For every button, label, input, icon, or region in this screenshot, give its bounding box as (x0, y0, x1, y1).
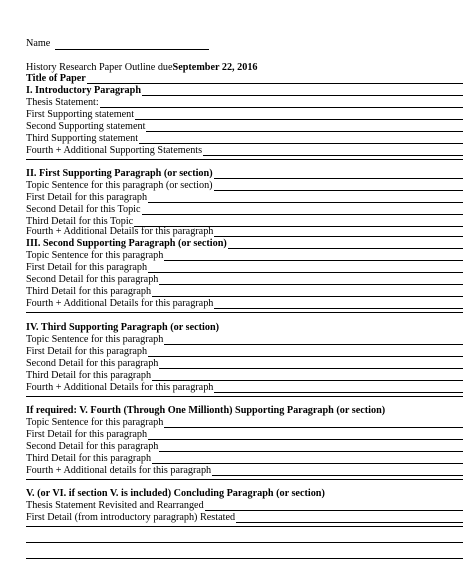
second-support-item-blank[interactable] (148, 272, 463, 273)
fourth-support-item-blank[interactable] (212, 475, 463, 476)
first-support-item-blank[interactable] (148, 202, 463, 203)
fourth-support-item-blank[interactable] (152, 463, 463, 464)
second-support-item: Fourth + Additional Details for this paragraph (26, 298, 463, 310)
due-date: September 22, 2016 (172, 62, 258, 73)
blank-rule[interactable] (26, 396, 463, 397)
second-support-item: Third Detail for this paragraph (26, 286, 463, 298)
third-support-item-blank[interactable] (159, 368, 463, 369)
third-support-item: Second Detail for this paragraph (26, 358, 463, 370)
second-support-item-blank[interactable] (214, 308, 463, 309)
third-support-item: Topic Sentence for this paragraph (26, 334, 463, 346)
intro-item: Third Supporting statement (26, 133, 463, 145)
intro-item-blank[interactable] (135, 119, 463, 120)
blank-rule[interactable] (26, 558, 463, 559)
intro-item: First Supporting statement (26, 109, 463, 121)
section-heading-conclusion: V. (or VI. if section V. is included) Concluding Paragraph (or section) (26, 488, 325, 499)
blank-rule[interactable] (26, 479, 463, 480)
intro-item-blank[interactable] (203, 155, 463, 156)
first-support-heading-blank[interactable] (214, 178, 463, 179)
section-heading-second-support: III. Second Supporting Paragraph (or section) (26, 238, 463, 250)
first-support-item-blank[interactable] (214, 236, 463, 237)
fourth-support-item-blank[interactable] (164, 427, 463, 428)
fourth-support-item-blank[interactable] (148, 439, 463, 440)
fourth-support-item: Topic Sentence for this paragraph (26, 417, 463, 429)
section-heading-third-support: IV. Third Supporting Paragraph (or section) (26, 322, 220, 333)
intro-heading-blank[interactable] (142, 95, 463, 96)
second-support-item: Second Detail for this paragraph (26, 274, 463, 286)
section-heading-intro: I. Introductory Paragraph (26, 85, 463, 97)
third-support-item: Third Detail for this paragraph (26, 370, 463, 382)
conclusion-item: Thesis Statement Revisited and Rearranged (26, 500, 463, 512)
first-support-item: Third Detail for this Topic (26, 216, 463, 228)
second-support-heading-blank[interactable] (228, 248, 463, 249)
assignment-prefix: History Research Paper Outline due (26, 62, 173, 73)
second-support-item-blank[interactable] (159, 284, 463, 285)
intro-item: Fourth + Additional Supporting Statements (26, 145, 463, 157)
conclusion-item: First Detail (from introductory paragraph) Restated (26, 512, 463, 524)
second-support-item-blank[interactable] (164, 260, 463, 261)
intro-item: Second Supporting statement (26, 121, 463, 133)
third-support-item: Fourth + Additional Details for this paragraph (26, 382, 463, 394)
first-support-item: Topic Sentence for this paragraph (or section) (26, 180, 463, 192)
third-support-item-blank[interactable] (164, 344, 463, 345)
blank-rule[interactable] (26, 312, 463, 313)
fourth-support-item-blank[interactable] (159, 451, 463, 452)
fourth-support-item: Third Detail for this paragraph (26, 453, 463, 465)
name-blank[interactable] (55, 49, 209, 50)
first-support-item: Fourth + Additional Details for this paragraph (26, 226, 463, 238)
intro-item-blank[interactable] (100, 107, 463, 108)
title-of-paper-label: Title of Paper (26, 73, 86, 84)
section-heading-fourth-support: If required: V. Fourth (Through One Millionth) Supporting Paragraph (or section) (26, 405, 386, 416)
intro-item: Thesis Statement: (26, 97, 463, 109)
second-support-item: Topic Sentence for this paragraph (26, 250, 463, 262)
fourth-support-item: First Detail for this paragraph (26, 429, 463, 441)
intro-item-blank[interactable] (139, 143, 463, 144)
second-support-item: First Detail for this paragraph (26, 262, 463, 274)
blank-rule[interactable] (26, 542, 463, 543)
blank-rule[interactable] (26, 526, 463, 527)
first-support-item: First Detail for this paragraph (26, 192, 463, 204)
section-heading-first-support: II. First Supporting Paragraph (or section) (26, 168, 463, 180)
conclusion-item-blank[interactable] (236, 522, 463, 523)
fourth-support-item: Fourth + Additional details for this paragraph (26, 465, 463, 477)
third-support-item-blank[interactable] (148, 356, 463, 357)
third-support-item-blank[interactable] (152, 380, 463, 381)
name-label: Name (26, 38, 51, 49)
first-support-item: Second Detail for this Topic (26, 204, 463, 216)
third-support-item: First Detail for this paragraph (26, 346, 463, 358)
first-support-item-blank[interactable] (214, 190, 463, 191)
title-of-paper-blank[interactable] (87, 83, 463, 84)
third-support-item-blank[interactable] (214, 392, 463, 393)
fourth-support-item: Second Detail for this paragraph (26, 441, 463, 453)
title-of-paper-row (26, 73, 463, 85)
intro-item-blank[interactable] (146, 131, 463, 132)
first-support-item-blank[interactable] (142, 214, 463, 215)
conclusion-item-blank[interactable] (205, 510, 463, 511)
name-row (26, 38, 50, 50)
blank-rule[interactable] (26, 159, 463, 160)
second-support-item-blank[interactable] (152, 296, 463, 297)
